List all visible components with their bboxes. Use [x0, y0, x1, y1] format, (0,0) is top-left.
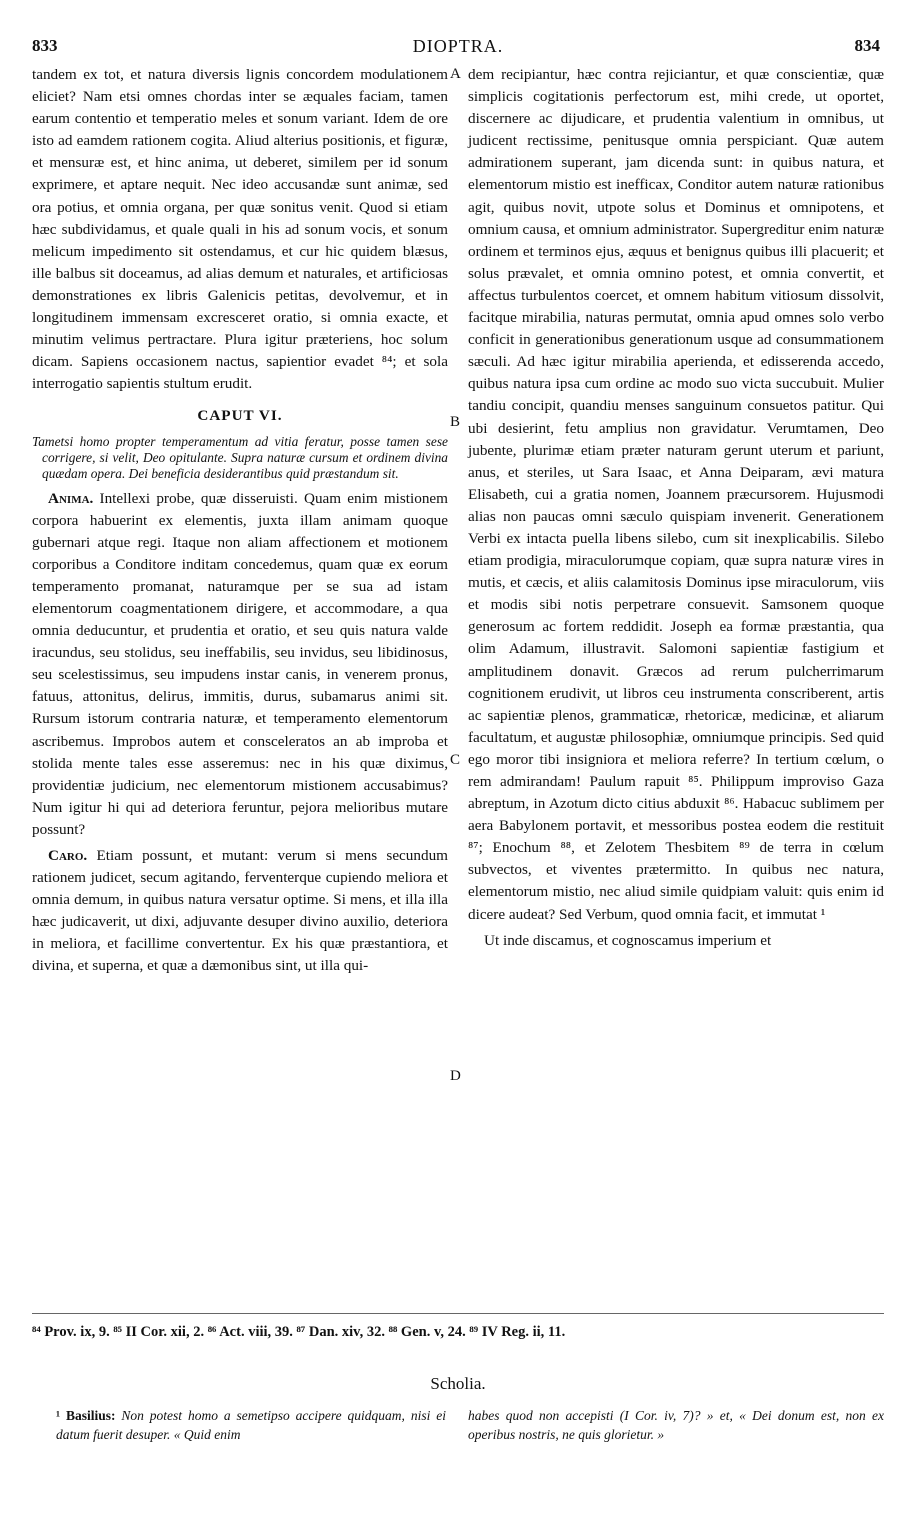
- scholia-right-text: habes quod non accepisti (I Cor. iv, 7)? » et, « Dei donum est, non ex operibus nostris, ne quis glorietur. »: [468, 1408, 884, 1442]
- page-number-left: 833: [32, 36, 58, 55]
- scholia-label: ¹ Basilius:: [56, 1408, 116, 1423]
- right-paragraph-1: dem recipiantur, hæc contra rejiciantur, et quæ conscientiæ, quæ simplicis cogitationis perfectorum est, mihi crede, ut oportet, discernere ac dijudicare, et prudentia valentium in omnibus, ut judicent rectissime, penitusque omnia perspiciant. Quæ autem admirationem superant, jam dicenda sunt: in quibus natura, et elementorum mistio est inefficax, Conditor autem naturæ rationibus agit, quibus novit, utpote solus et Dominus et omnipotens, et omnium causa, et omnium administrator. Supergreditur enim naturæ ordinem et terminos ejus, æquus et benignus quibus illi placuerit; et solus prævalet, et omnia omnino potest, et omnia convertit, et affectus turbulentos coercet, et omnem habitum vitiosum dissolvit, facitque mirabilia, naturas permutat, omnia apud omnes solo verbo conficit in generationibus generationum usque ad consummationem sæculi. Ad hæc igitur mirabilia aperienda, et edisserenda accedo, quibus natura ipsa cum ordine ac modo suo victa succubuit. Mulier tandiu concipit, quandiu menses sanguinum consuetos patitur. Qui ubi desierint, fetu amplius non gravidatur. Verumtamen, Deo jubente, plurimæ etiam præter naturam gerunt uterum et pariunt, anus, et steriles, ut Sara Isaac, et Anna Deiparam, ævi matura Elisabeth, cui a gratia nomen, Joannem præcursorem. Hujusmodi alias non paucas omni sæculo quispiam invenerit. Generationem Verbi ex intacta puella libens silebo, cum sit inexplicabilis. Silebo etiam prodigia, miraculorumque copiam, quæ supra naturæ vires in mutis, et cæcis, et aliis calamitosis Dominus ipse miraculorum, viis et modis sibi notis perpetrare consuevit. Samsonem quoque generosum ac fortem reddidit. Joseph ea formæ præstantia, qua olim Adamum, illustravit. Salomoni sapientiæ fastigium et amplitudinem donavit. Græcos ad rerum pulcherrimarum cognitionem erudivit, ut libros ceu instrumenta conscriberent, artis ac sapientiæ plenos, grammaticæ, rhetoricæ, medicinæ, et aliarum facultatum, et augustæ philosophiæ, omniumque principis. Sed quid ego moror tibi insigniora et meliora referre? In tertium cœlum, o rem admirandam! Paulum rapuit ⁸⁵. Philippum improviso Gaza abreptum, in Azotum dicto citius abduxit ⁸⁶. Habacuc sublimem per aera Babylonem portavit, et messoribus postea eodem die restituit ⁸⁷; Enochum ⁸⁸, et Zelotem Thesbitem ⁸⁹ de terra in cœlum subvectos, et viventes prætermitto. In quibus nec natura, elementorum mistio, nec aliud simile quidpiam valuit: quis enim id dicere audeat? Sed Verbum, quod omnia facit, et immutat ¹: [468, 66, 884, 923]
- left-paragraph-2: [32, 488, 448, 842]
- speaker-anima: Anima.: [48, 489, 94, 507]
- right-column: [468, 64, 884, 956]
- footnotes: ⁸⁴ Prov. ix, 9. ⁸⁵ II Cor. xii, 2. ⁸⁶ Act. viii, 39. ⁸⁷ Dan. xiv, 32. ⁸⁸ Gen. v, 24. ⁸⁹ IV Reg. ii, 11.: [32, 1324, 566, 1340]
- footnote-divider: [32, 1313, 884, 1314]
- running-title: DIOPTRA.: [412, 36, 504, 56]
- speaker-caro: Caro.: [48, 847, 88, 864]
- left-paragraph-3: [32, 845, 448, 978]
- scholia-left-text: Non potest homo a semetipso accipere quidquam, nisi ei datum fuerit desuper. « Quid enim: [56, 1408, 446, 1442]
- page-number-right: 834: [854, 36, 880, 55]
- chapter-summary: Tametsi homo propter temperamentum ad vitia feratur, posse tamen sese corrigere, si velit, Deo opitulante. Supra naturæ cursum et ordinem divina quædam opera. Dei beneficia desiderantibus quid præstandum sit.: [32, 433, 448, 481]
- caro-text: Etiam possunt, et mutant: verum si mens secundum rationem judicet, secum agitando, ferventerque cupiendo meliora et omnia demum, in quibus natura versatur optime. Si mens, et illa illa hæc judicaverit, ut dixi, adjuvante desuper divino auxilio, deteriora in meliora, et facillime convertentur. Ex his quæ præstantiora, et divina, et superna, et quæ a dæmonibus sint, ut illa qui-: [32, 847, 448, 975]
- right-paragraph-2: Ut inde discamus, et cognoscamus imperium et: [484, 931, 772, 949]
- margin-marker-b: B: [450, 414, 461, 430]
- scholia-left: [56, 1406, 446, 1444]
- scholia-heading: Scholia.: [430, 1374, 486, 1393]
- anima-text: Intellexi probe, quæ disseruisti. Quam enim mistionem corpora habuerint ex elementis, juxta illam animam quoque gubernari atque regi. Itaque non aliam affectionem et motionem corporibus a Conditore inditam concedemus, quam quæ ex eorum temperamento promanat, naturamque per se sua ad istam elementorum coagmentationem dirigere, et accommodare, a qua omnia deducuntur, et prudentia et oratio, et seu quis natura valde iracundus, seu stolidus, seu ineffabilis, seu invidus, seu libidinosus, seu scelestissimus, seu impudens instar canis, in venerem pronus, fatuus, attonitus, delirus, immitis, durus, subamarus animi sit. Rursum istorum contraria naturæ, et temperamento elementorum ascribemus. Improbos autem et consceleratos an ab improba et stolida mente tales esse asseremus: nec in his quæ diximus, providentiæ judicium, nec elementorum mistionem accusabimus? Num igitur hi qui ad deteriora feruntur, pejora melioribus mutare possunt?: [32, 489, 448, 838]
- chapter-heading: CAPUT VI.: [197, 407, 283, 425]
- left-paragraph-1: tandem ex tot, et natura diversis lignis concordem modulationem eliciet? Nam etsi omnes chordas inter se æquales faciam, tamen earum contentio et temperatio meles et sonum variant. Idem de ore isto ad eamdem rationem cogita. Aliud alterius positionis, et figuræ, et mensuræ est, et hinc anima, ut deberet, similem per id sonum exprimere, et aptare nequit. Nec ideo accusandæ sunt animæ, sed ora potius, et omnia organa, per quæ sonitus venit. Quod si etiam hæc subdividamus, et quale quali in his ad sonum vocis, et sonum melicum impedimento sit ostendamus, et cur hic quidem blæsus, ille balbus sit doceamus, ad alias demum et naturales, et artificiosas demonstrationes ex libris Galenicis petitas, devolvemur, et in longitudinem immensam excresceret oratio, si omnia exacte, et minutim velimus pertractare. Plura igitur præteriens, hoc solum dicam. Sapiens occasionem nactus, sapientior evadet ⁸⁴; et sola interrogatio sapientis stultum erudit.: [32, 66, 448, 393]
- margin-marker-c: C: [450, 752, 461, 768]
- margin-marker-d: D: [450, 1068, 461, 1084]
- scholia-right: [468, 1406, 884, 1444]
- margin-marker-a: A: [450, 66, 461, 82]
- left-column: [32, 64, 448, 982]
